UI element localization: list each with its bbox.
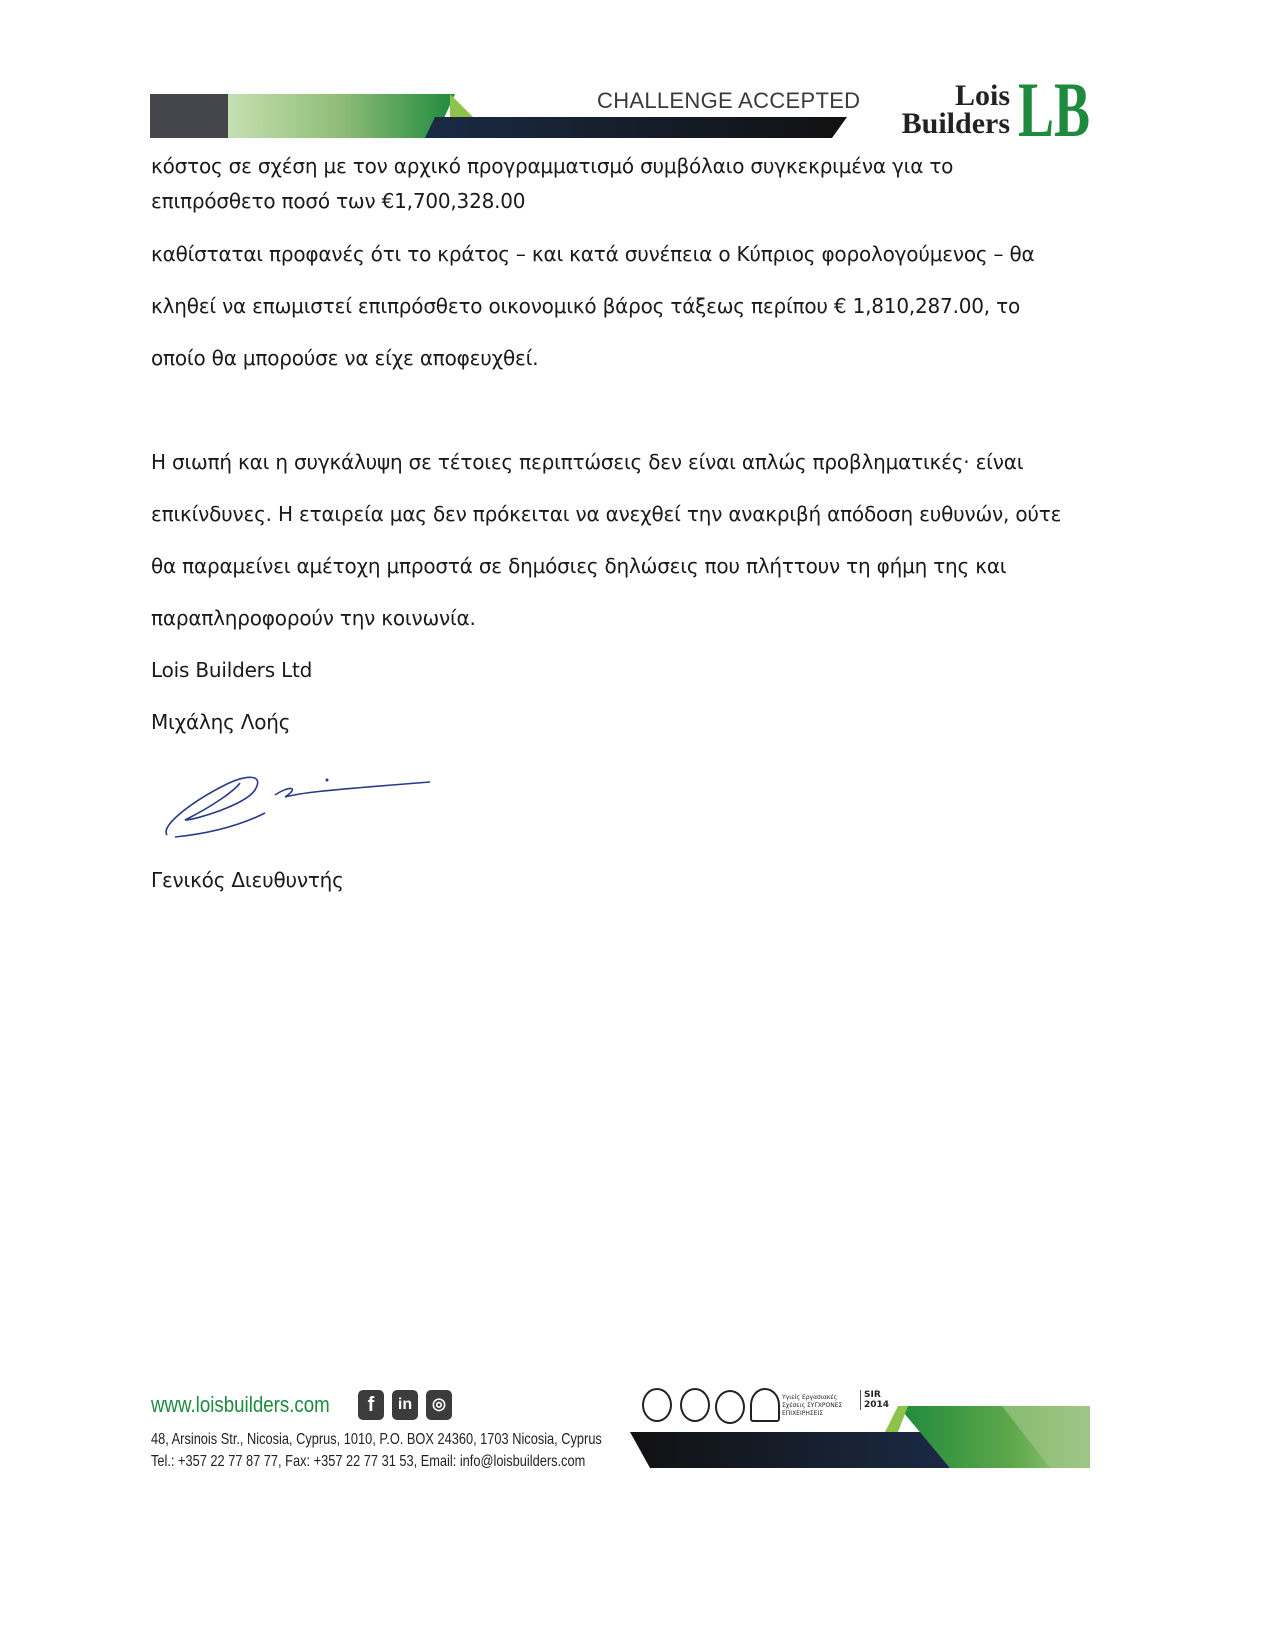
cert-text: Υγιείς Εργασιακές Σχέσεις ΣΥΓΧΡΟΝΕΣ ΕΠΙΧΕΙΡΗΣΕΙΣ [782,1394,843,1417]
signatory-title: Γενικός Διευθυντής [151,868,344,892]
tagline: CHALLENGE ACCEPTED [597,88,861,113]
company-name: Lois Builders Ltd [151,658,313,682]
lb-monogram-logo [1018,66,1093,153]
body-line: κόστος σε σχέση με τον αρχικό προγραμματισμό συμβόλαιο συγκεκριμένα για το [151,154,954,178]
website-link[interactable]: www.loisbuilders.com [151,1392,330,1417]
instagram-icon[interactable]: ◎ [426,1390,452,1420]
footer-address: 48, Arsinois Str., Nicosia, Cyprus, 1010, P.O. BOX 24360, 1703 Nicosia, Cyprus [151,1431,602,1448]
linkedin-icon[interactable]: in [392,1390,418,1420]
sir-badge: SIR 2014 [860,1390,886,1410]
signature [155,765,435,845]
signatory-name: Μιχάλης Λοής [151,710,291,734]
company-logo-text [880,79,1010,140]
body-line: παραπληροφορούν την κοινωνία. [151,606,476,630]
logo-word-1: Lois [954,79,1010,112]
svg-text:LB: LB [1018,66,1090,153]
logo-word-2: Builders [901,107,1010,140]
body-line: επικίνδυνες. Η εταιρεία μας δεν πρόκειται να ανεχθεί την ανακριβή απόδοση ευθυνών, ούτε [151,502,1062,526]
body-line: οποίο θα μπορούσε να είχε αποφευχθεί. [151,346,539,370]
footer-contact: Tel.: +357 22 77 87 77, Fax: +357 22 77 31 53, Email: info@loisbuilders.com [151,1453,586,1470]
body-line: κληθεί να επωμιστεί επιπρόσθετο οικονομικό βάρος τάξεως περίπου € 1,810,287.00, το [151,294,1020,318]
body-line: θα παραμείνει αμέτοχη μπροστά σε δημόσιες δηλώσεις που πλήττουν τη φήμη της και [151,554,1007,578]
body-line: Η σιωπή και η συγκάλυψη σε τέτοιες περιπτώσεις δεν είναι απλώς προβληματικές· είναι [151,450,1024,474]
facebook-icon[interactable]: f [358,1390,384,1420]
body-line: καθίσταται προφανές ότι το κράτος – και κατά συνέπεια ο Κύπριος φορολογούμενος – θα [151,242,1035,266]
body-line: επιπρόσθετο ποσό των €1,700,328.00 [151,189,526,213]
footer-banner [630,1404,1092,1470]
